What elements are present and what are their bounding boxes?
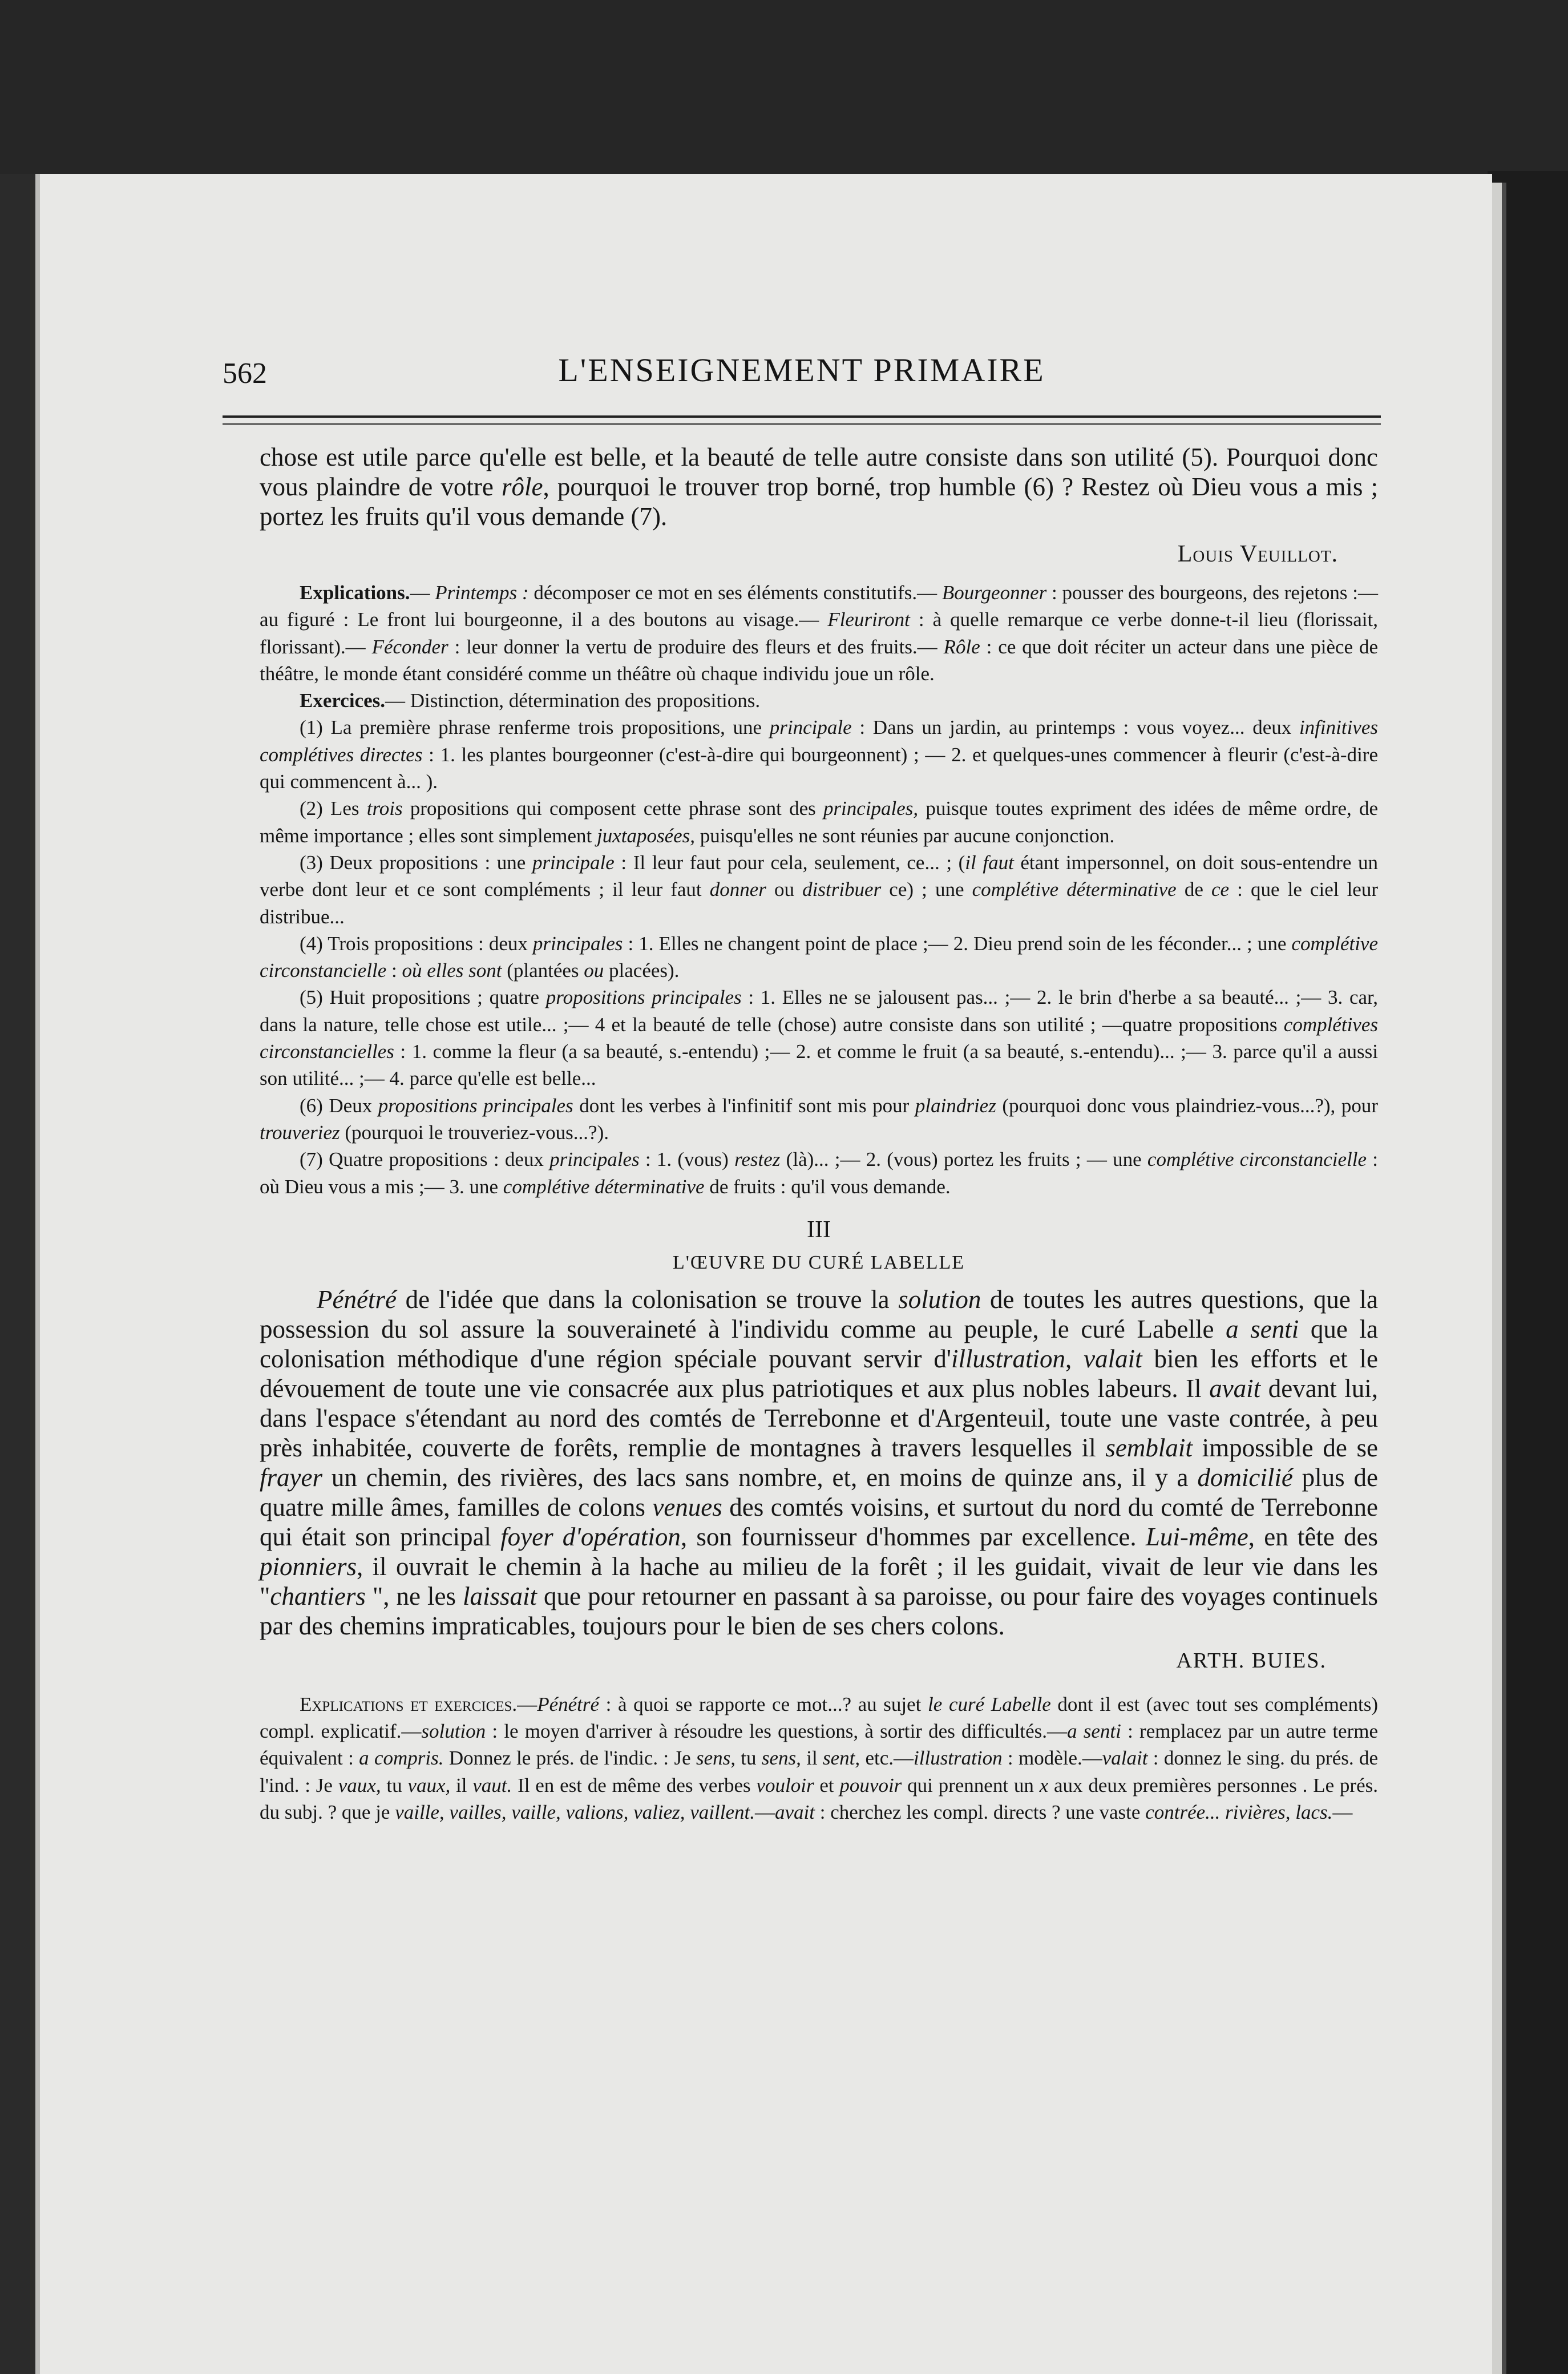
next-page-edge <box>1490 183 1502 2374</box>
header-rule-thick <box>223 415 1381 418</box>
text-run: tu <box>381 1774 408 1796</box>
exercise-5 <box>260 984 1378 1092</box>
text-run: ou <box>766 878 803 901</box>
text-run-italic: trouveriez <box>260 1121 340 1144</box>
text-run-italic: trois <box>366 797 403 820</box>
text-run-italic: Printemps : <box>435 582 529 604</box>
text-run: : à quelle remarque ce verbe donne-t-il lieu (florissait, florissant).— <box>260 608 1379 658</box>
text-run-italic: il faut <box>965 851 1014 874</box>
text-run-italic: Pénétré <box>317 1285 397 1314</box>
paragraph-continued <box>260 442 1378 531</box>
text-run-italic: illustration <box>914 1747 1003 1770</box>
text-run-italic: venues <box>652 1492 722 1521</box>
text-run: : donnez le sing. du prés. de l'ind. : Je <box>260 1747 1378 1796</box>
text-run-italic: juxtaposées, <box>596 824 696 847</box>
explications-block <box>260 579 1378 687</box>
text-run: , en tête des <box>1248 1522 1378 1551</box>
text-run: : modèle.— <box>1002 1747 1102 1770</box>
text-run-italic: Lui-même <box>1145 1522 1248 1551</box>
exercise-6 <box>260 1092 1378 1146</box>
text-run: : <box>386 959 402 982</box>
text-run-italic: Fleuriront <box>827 608 910 631</box>
text-run: : leur donner la vertu de produire des fleurs et des fruits.— <box>448 635 944 658</box>
text-run-italic: complétives circonstancielles <box>260 1013 1378 1063</box>
running-head: L'ENSEIGNEMENT PRIMAIRE <box>558 352 1045 389</box>
text-run-italic: pionniers <box>260 1552 357 1581</box>
exercices-heading <box>260 687 1378 714</box>
text-run: (pourquoi donc vous plaindriez-vous...?), pour <box>996 1094 1379 1117</box>
text-run: (plantées <box>502 959 584 982</box>
text-run: , <box>1065 1344 1084 1373</box>
section-paragraph <box>260 1285 1378 1641</box>
text-run-italic: vaux, <box>407 1774 451 1796</box>
text-run: des comtés voisins, et surtout du nord du comté de Terrebonne qui était son principal <box>260 1492 1378 1551</box>
text-run: (3) Deux propositions : une <box>300 851 532 874</box>
text-run-italic: restez <box>734 1148 781 1171</box>
text-run: etc.— <box>860 1747 914 1770</box>
text-run-italic: ce <box>1211 878 1230 901</box>
text-run: (1) La première phrase renferme trois propositions, une <box>300 716 770 739</box>
text-run: puisqu'elles ne sont réunies par aucune conjonction. <box>695 824 1115 847</box>
text-run: il <box>801 1747 823 1770</box>
text-run-italic: où elles sont <box>402 959 502 982</box>
text-run: : Dans un jardin, au printemps : vous voyez... deux <box>851 716 1299 739</box>
text-run-italic: vaille, vailles, vaille, valions, valiez, vaillent. <box>395 1801 755 1824</box>
text-run: , son fournisseur d'hommes par excellence. <box>680 1522 1146 1551</box>
text-run-italic: illustration <box>951 1344 1066 1373</box>
text-run: propositions qui composent cette phrase sont des <box>402 797 823 820</box>
text-run: dont il est (avec tout ses compléments) compl. explicatif.— <box>260 1693 1378 1743</box>
text-run-italic: vouloir <box>756 1774 814 1796</box>
text-run: — Distinction, détermination des propositions. <box>385 689 761 712</box>
author-signature-2: ARTH. BUIES. <box>1176 1648 1327 1673</box>
text-run-italic: ou <box>584 959 604 982</box>
text-run: de l'idée que dans la colonisation se trouve la <box>396 1285 899 1314</box>
text-run: bien les efforts et le dévouement de toute une vie consacrée aux plus patriotiques et aux plus nobles labeurs. Il <box>260 1344 1379 1403</box>
text-run: et <box>814 1774 840 1796</box>
exercise-1 <box>260 714 1378 795</box>
text-run-italic: infinitives complétives directes <box>260 716 1378 766</box>
text-run: (6) Deux <box>300 1094 378 1117</box>
text-run-italic: complétive circonstancielle <box>260 932 1378 982</box>
text-run: Il en est de même des verbes <box>512 1774 757 1796</box>
text-run-italic: pouvoir <box>839 1774 902 1796</box>
text-run: — <box>410 582 435 604</box>
text-run: — <box>1332 1801 1353 1824</box>
text-run: (pourquoi le trouveriez-vous...?). <box>340 1121 609 1144</box>
text-run-italic: complétive déterminative <box>503 1175 705 1198</box>
text-run: (2) Les <box>300 797 367 820</box>
text-run: tu <box>735 1747 762 1770</box>
text-run: : Il leur faut pour cela, seulement, ce... ; ( <box>614 851 965 874</box>
text-run-italic: complétive circonstancielle <box>1147 1148 1367 1171</box>
text-run: : 1. (vous) <box>639 1148 735 1171</box>
text-run: : à quoi se rapporte ce mot...? au sujet <box>599 1693 928 1715</box>
text-run-italic: frayer <box>260 1463 322 1492</box>
text-run: : que le ciel leur distribue... <box>260 878 1378 928</box>
section-number: III <box>807 1216 831 1243</box>
text-run-italic: sent, <box>823 1747 860 1770</box>
text-run-italic: solution <box>421 1720 486 1743</box>
text-run: un chemin, des rivières, des lacs sans nombre, et, en moins de quinze ans, il y a <box>322 1463 1198 1492</box>
text-run-italic: rôle <box>501 473 543 501</box>
text-run-italic: foyer d'opération <box>500 1522 681 1551</box>
exercise-7 <box>260 1146 1378 1200</box>
text-run: : où Dieu vous a mis ;— 3. une <box>260 1148 1378 1198</box>
explications-exercices-lead: Explications et exercices. <box>300 1693 518 1715</box>
text-run-italic: principale <box>532 851 615 874</box>
text-run-italic: x <box>1039 1774 1049 1796</box>
text-run: ce) ; une <box>881 878 972 901</box>
text-run: de toutes les autres questions, que la possession du sol assure la souveraineté à l'individu comme au peuple, le curé Labelle <box>260 1285 1378 1343</box>
text-run: : le moyen d'arriver à résoudre les questions, à sortir des difficultés.— <box>486 1720 1068 1743</box>
text-run: plus de quatre mille âmes, familles de colons <box>260 1463 1378 1521</box>
text-run-italic: avait <box>775 1801 815 1824</box>
text-run: : remplacez par un autre terme équivalent : <box>260 1720 1379 1770</box>
text-run-italic: contrée... rivières, lacs. <box>1145 1801 1333 1824</box>
text-run-italic: sens, <box>761 1747 801 1770</box>
text-run: (4) Trois propositions : deux <box>300 932 533 955</box>
text-run-italic: plaindriez <box>915 1094 996 1117</box>
text-run: — <box>755 1801 775 1824</box>
text-run: : ce que doit réciter un acteur dans une pièce de théâtre, le monde étant considéré comme un théâtre où chaque individu joue un rôle. <box>260 635 1378 685</box>
text-run-italic: vaut. <box>472 1774 512 1796</box>
text-run: , il ouvrait le chemin à la hache au milieu de la forêt ; il les guidait, vivait de leur vie dans les " <box>260 1552 1378 1610</box>
text-run: qui prennent un <box>902 1774 1040 1796</box>
text-run-italic: principales, <box>823 797 919 820</box>
text-run: dont les verbes à l'infinitif sont mis pour <box>573 1094 915 1117</box>
section-title: L'ŒUVRE DU CURÉ LABELLE <box>672 1251 965 1273</box>
text-run-italic: propositions principales <box>545 986 742 1009</box>
text-run: décomposer ce mot en ses éléments constitutifs.— <box>528 582 942 604</box>
author-signature: Louis Veuillot. <box>1177 541 1338 567</box>
text-run: aux deux premières personnes . Le prés. du subj. ? que je <box>260 1774 1378 1824</box>
text-run: : 1. Elles ne se jalousent pas... ;— 2. le brin d'herbe a sa beauté... ;— 3. car, dans la nature, telle chose est utile... ;— 4 et la beauté de telle (chose) autre consiste dans son utilité ; —quatre propositions <box>260 986 1379 1036</box>
text-run-italic: le curé Labelle <box>928 1693 1051 1715</box>
exercise-2 <box>260 795 1378 849</box>
header-rule-thin <box>223 423 1381 425</box>
text-run: (là)... ;— 2. (vous) portez les fruits ; — une <box>780 1148 1147 1171</box>
page-content <box>260 442 1378 1826</box>
text-run-italic: principales <box>532 932 623 955</box>
text-run-italic: complétive déterminative <box>972 878 1177 901</box>
text-run: (5) Huit propositions ; quatre <box>300 986 546 1009</box>
text-run: étant impersonnel, on doit sous-entendre un verbe dont leur et ce sont compléments ; il leur faut <box>260 851 1378 901</box>
text-run: : 1. les plantes bourgeonner (c'est-à-dire qui bourgeonnent) ; — 2. et quelques-unes commencer à fleurir (c'est-à-dire qui commencent à... ). <box>260 743 1378 793</box>
text-run: , pourquoi le trouver trop borné, trop humble (6) ? Restez où Dieu vous a mis ; portez les fruits qu'il vous demande (7). <box>260 473 1378 531</box>
text-run: que pour retourner en passant à sa paroisse, ou pour faire des voyages continuels par des chemins impraticables, toujours pour le bien de ses chers colons. <box>260 1581 1378 1640</box>
text-run: : cherchez les compl. directs ? une vaste <box>814 1801 1146 1824</box>
text-run-italic: Féconder <box>371 635 448 658</box>
text-run: : 1. Elles ne changent point de place ;— 2. Dieu prend soin de les féconder... ; une <box>623 932 1292 955</box>
text-run-italic: Pénétré <box>537 1693 600 1715</box>
text-run: chose est utile parce qu'elle est belle, et la beauté de telle autre consiste dans son utilité (5). Pourquoi donc vous plaindre de votre <box>260 443 1378 501</box>
text-run-italic: distribuer <box>802 878 882 901</box>
text-run-italic: solution <box>898 1285 981 1314</box>
text-run-italic: principales <box>549 1148 640 1171</box>
text-run: : 1. comme la fleur (a sa beauté, s.-entendu) ;— 2. et comme le fruit (a sa beauté, s.-entendu)... ;— 3. parce qu'il a aussi son utilité... ;— 4. parce qu'elle est belle... <box>260 1040 1378 1090</box>
text-run-italic: valait <box>1102 1747 1148 1770</box>
scan-background-top <box>0 0 1568 174</box>
text-run: de fruits : qu'il vous demande. <box>704 1175 951 1198</box>
text-run: — <box>517 1693 538 1715</box>
text-run-italic: Rôle <box>943 635 980 658</box>
text-run-italic: chantiers <box>270 1581 366 1610</box>
text-run-italic: propositions principales <box>378 1094 573 1117</box>
text-run-italic: a compris. <box>359 1747 444 1770</box>
text-run: devant lui, dans l'espace s'étendant au nord des comtés de Terrebonne et d'Argenteuil, toute une vaste contrée, à peu près inhabitée, couverte de forêts, remplie de montagnes à travers lesquelles il <box>260 1374 1378 1462</box>
text-run: ", ne les <box>365 1581 463 1610</box>
text-run: puisque toutes expriment des idées de même ordre, de même importance ; elles sont simplement <box>260 797 1378 847</box>
exercise-3 <box>260 849 1378 930</box>
text-run-italic: sens, <box>696 1747 735 1770</box>
text-run: impossible de se <box>1192 1433 1378 1462</box>
page-number: 562 <box>223 357 267 390</box>
text-run: il <box>450 1774 473 1796</box>
text-run-italic: valait <box>1084 1344 1142 1373</box>
text-run: (7) Quatre propositions : deux <box>300 1148 550 1171</box>
text-run: placées). <box>604 959 680 982</box>
text-run-italic: vaux, <box>338 1774 381 1796</box>
text-run: de <box>1176 878 1211 901</box>
text-run-italic: principale <box>769 716 852 739</box>
text-run-italic: laissait <box>463 1581 538 1610</box>
text-run-italic: a senti <box>1226 1314 1299 1343</box>
exercices-lead: Exercices. <box>300 689 385 712</box>
text-run: que la colonisation méthodique d'une région spéciale pouvant servir d' <box>260 1314 1378 1373</box>
text-run: : pousser des bourgeons, des rejetons :—au figuré : Le front lui bourgeonne, il a des boutons au visage.— <box>260 582 1378 631</box>
text-run-italic: donner <box>709 878 766 901</box>
text-run: Donnez le prés. de l'indic. : Je <box>443 1747 696 1770</box>
exercise-4 <box>260 930 1378 984</box>
explications-exercices-block <box>260 1691 1378 1826</box>
explications-lead: Explications. <box>300 582 410 604</box>
text-run-italic: domicilié <box>1197 1463 1293 1492</box>
page-header <box>223 351 1381 402</box>
text-run-italic: semblait <box>1105 1433 1193 1462</box>
next-page-edge-shadow <box>1502 183 1506 2374</box>
text-run-italic: avait <box>1209 1374 1261 1403</box>
text-run-italic: a senti <box>1067 1720 1121 1743</box>
text-run-italic: Bourgeonner <box>941 582 1047 604</box>
